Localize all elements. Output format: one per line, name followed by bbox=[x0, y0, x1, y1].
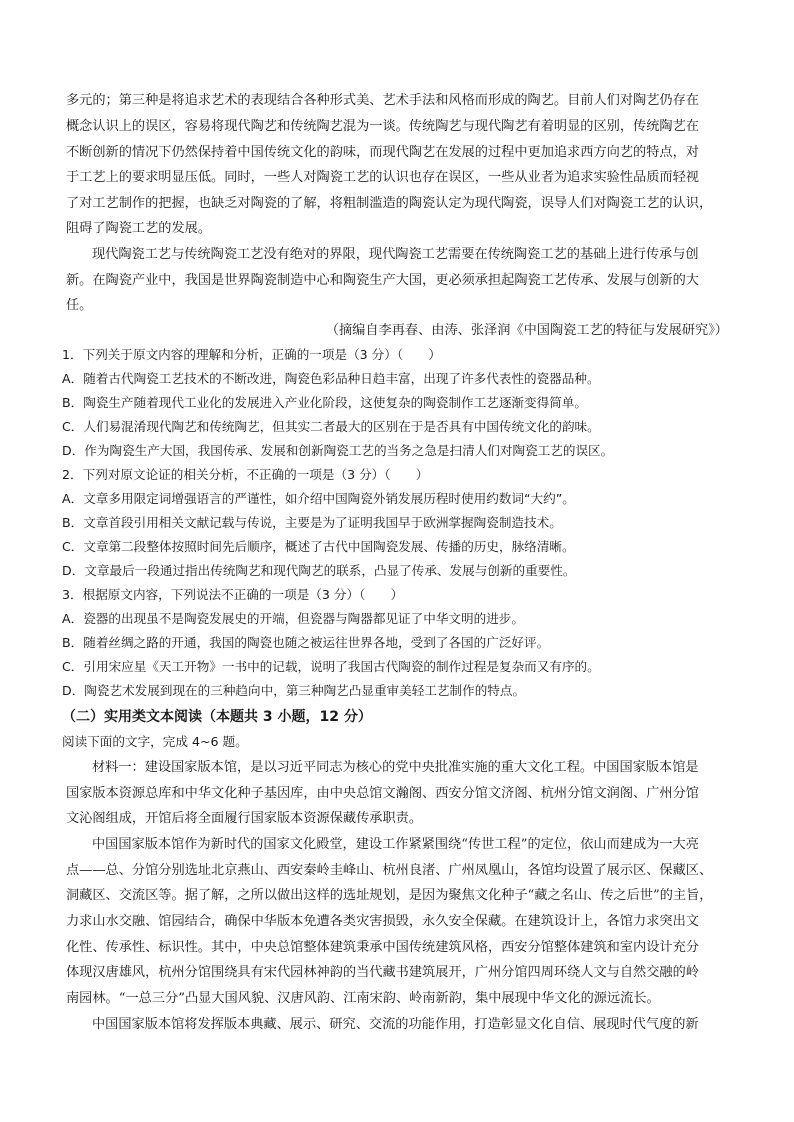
passage-line: 南园林。“一总三分”凸显大国风貌、汉唐风韵、江南宋韵、岭南新韵，集中展现中华文化的源远流长。 bbox=[66, 991, 660, 1006]
passage-line: 概念认识上的误区，容易将现代陶艺和传统陶艺混为一谈。传统陶艺与现代陶艺有着明显的区别，传统陶艺在 bbox=[66, 119, 699, 134]
answer-option: C．引用宋应星《天工开物》一书中的记载，说明了我国古代陶瓷的制作过程是复杂而又有序的。 bbox=[62, 659, 600, 674]
passage-line: 中国国家版本馆作为新时代的国家文化殿堂，建设工作紧紧围绕“传世工程”的定位，依山而建成为一大亮 bbox=[92, 837, 699, 852]
passage-line: 力求山水交融、馆园结合，确保中华版本免遭各类灾害损毁，永久安全保藏。在建筑设计上，各馆力求突出文 bbox=[66, 914, 699, 929]
passage-line: 洞藏区、交流区等。据了解，之所以做出这样的选址规划，是因为聚焦文化种子“藏之名山、传之后世”的主旨， bbox=[66, 888, 713, 903]
question-stem: 1．下列关于原文内容的理解和分析，正确的一项是（3 分）（ ） bbox=[62, 347, 441, 362]
section-instruction: 阅读下面的文字，完成 4~6 题。 bbox=[62, 734, 248, 749]
answer-option: A．文章多用限定词增强语言的严谨性，如介绍中国陶瓷外销发展历程时使用约数词“大约”。 bbox=[62, 491, 575, 506]
answer-option: B．陶瓷生产随着现代工业化的发展进入产业化阶段，这使复杂的陶瓷制作工艺逐渐变得简单。 bbox=[62, 395, 587, 410]
passage-line: 现代陶瓷工艺与传统陶瓷工艺没有绝对的界限，现代陶瓷工艺需要在传统陶瓷工艺的基础上进行传承与创 bbox=[92, 247, 699, 262]
passage-line: 中国国家版本馆将发挥版本典藏、展示、研究、交流的功能作用，打造彰显文化自信、展现时代气度的新 bbox=[92, 1017, 699, 1032]
question-stem: 2．下列对原文论证的相关分析，不正确的一项是（3 分）（ ） bbox=[62, 467, 429, 482]
answer-option: B．随着丝绸之路的开通，我国的陶瓷也随之被运往世界各地，受到了各国的广泛好评。 bbox=[62, 635, 550, 650]
answer-option: D．文章最后一段通过指出传统陶艺和现代陶艺的联系，凸显了传承、发展与创新的重要性。 bbox=[62, 563, 576, 578]
passage-line: 多元的；第三种是将追求艺术的表现结合各种形式美、艺术手法和风格而形成的陶艺。目前人们对陶艺仍存在 bbox=[66, 93, 699, 108]
passage-line: 阻碍了陶瓷工艺的发展。 bbox=[66, 221, 212, 236]
answer-option: C．文章第二段整体按照时间先后顺序，概述了古代中国陶瓷发展、传播的历史，脉络清晰。 bbox=[62, 539, 575, 554]
answer-option: B．文章首段引用相关文献记载与传说，主要是为了证明我国早于欧洲掌握陶瓷制造技术。 bbox=[62, 515, 562, 530]
answer-option: D．作为陶瓷生产大国，我国传承、发展和创新陶瓷工艺的当务之急是扫清人们对陶瓷工艺的误区。 bbox=[62, 443, 614, 458]
answer-option: D．陶瓷艺术发展到现在的三种趋向中，第三种陶艺凸显重审美轻工艺制作的特点。 bbox=[62, 683, 526, 698]
passage-line: 不断创新的情况下仍然保持着中国传统文化的韵味，而现代陶艺在发展的过程中更加追求西方向艺的特点，对 bbox=[66, 145, 699, 160]
answer-option: C．人们易混淆现代陶艺和传统陶艺，但其实二者最大的区别在于是否具有中国传统文化的韵味。 bbox=[62, 419, 600, 434]
answer-option: A．瓷器的出现虽不是陶瓷发展史的开端，但瓷器与陶器都见证了中华文明的进步。 bbox=[62, 611, 524, 626]
question-stem: 3．根据原文内容，下列说法不正确的一项是（3 分）（ ） bbox=[62, 587, 404, 602]
passage-line: 国家版本资源总库和中华文化种子基因库，由中央总馆文瀚阁、西安分馆文济阁、杭州分馆文润阁、广州分馆 bbox=[66, 786, 699, 801]
passage-line: 材料一：建设国家版本馆，是以习近平同志为核心的党中央批准实施的重大文化工程。中国国家版本馆是 bbox=[92, 760, 699, 775]
answer-option: A．随着古代陶瓷工艺技术的不断改进，陶瓷色彩品种日趋丰富，出现了许多代表性的瓷器品种。 bbox=[62, 371, 600, 386]
passage-line: 新。在陶瓷产业中，我国是世界陶瓷制造中心和陶瓷生产大国，更必须承担起陶瓷工艺传承、发展与创新的大 bbox=[66, 273, 699, 288]
passage-line: 点——总、分馆分别选址北京燕山、西安秦岭圭峰山、杭州良渚、广州凤凰山，各馆均设置了展示区、保藏区、 bbox=[66, 863, 713, 878]
passage-line: 任。 bbox=[66, 298, 93, 313]
passage-line: 于工艺上的要求明显压低。同时，一些人对陶瓷工艺的认识也存在误区，一些从业者为追求实验性品质而轻视 bbox=[66, 170, 699, 185]
passage-line: 体现汉唐雄风，杭州分馆围绕具有宋代园林神韵的当代藏书建筑展开，广州分馆四周环绕人文与自然交融的岭 bbox=[66, 965, 699, 980]
passage-line: 了对工艺制作的把握，也缺乏对陶瓷的了解，将粗制滥造的陶瓷认定为现代陶瓷，误导人们对陶瓷工艺的认识， bbox=[66, 196, 713, 211]
passage-line: 文沁阁组成，开馆后将全面履行国家版本资源保藏传承职责。 bbox=[66, 811, 423, 826]
passage-line: 化性、传承性、标识性。其中，中央总馆整体建筑秉承中国传统建筑风格，西安分馆整体建筑和室内设计充分 bbox=[66, 940, 699, 955]
section-heading: （二）实用类文本阅读（本题共 3 小题，12 分） bbox=[62, 709, 372, 725]
source-citation: （摘编自李再春、由涛、张泽润《中国陶瓷工艺的特征与发展研究》） bbox=[325, 323, 728, 338]
